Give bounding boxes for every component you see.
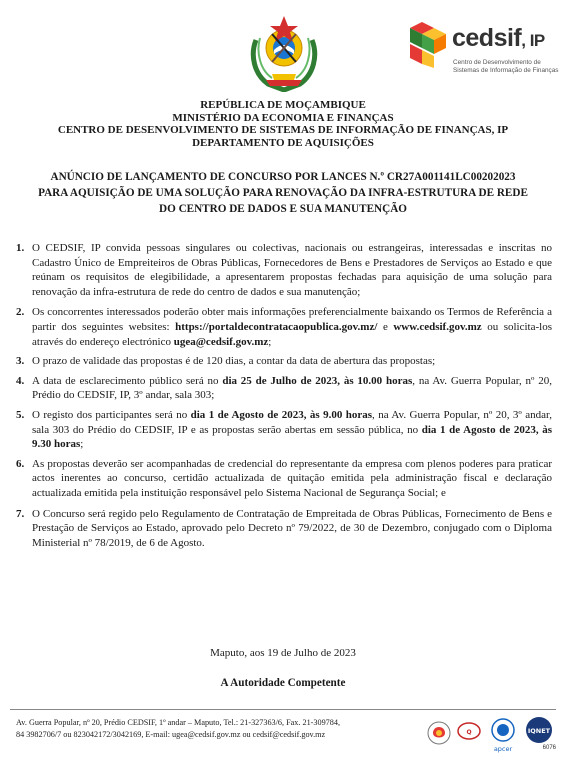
clarification-date: dia 25 de Julho de 2023, às 10.00 horas [222,374,413,387]
portal-link[interactable]: https://portaldecontratacaopublica.gov.mz/ [175,320,378,333]
item-number: 5. [16,408,25,421]
announcement-title [14,169,552,217]
item-text: O CEDSIF, IP convida pessoas singulares ou colectivas, nacionais ou estrangeiras, interessadas e inscritas no Cadastro Único de Empreiteiros de Obras Públicas, Fornecedores de Bens e Prestadores de Serviços ao Estado e que reúnam os requisitos de elegibilidade, a apresentarem propostas fechadas para aquisição de uma solução para renovação da infra-estrutura de rede do centro de dados e sua manutenção; [32,242,552,298]
item-number: 6. [16,457,25,470]
item-text: O Concurso será regido pelo Regulamento de Contratação de Empreitada de Obras Públicas, Fornecimento de Bens e Prestação de Serviços ao Estado, aprovado pelo Decreto nº 79/2022, de 30 de Dezembro, conjugado com o Diploma Ministerial nº 78/2019, de 6 de Agosto. [32,507,552,549]
place-date: Maputo, aos 19 de Julho de 2023 [210,647,356,659]
brand-subtitle-1: Centro de Desenvolvimento de [453,59,541,66]
footer-contacts [16,717,408,740]
title-line-2: PARA AQUISIÇÃO DE UMA SOLUÇÃO PARA RENOVAÇÃO DA INFRA-ESTRUTURA DE REDE [38,187,528,199]
announcement-items [16,241,552,550]
item-number: 7. [16,507,25,520]
item-text: As propostas deverão ser acompanhadas de credencial do representante da empresa com plenos poderes para praticar actos inerentes ao concurso, certidão actualizada de quitação emitida pela administração fiscal e declaração actualizada emitida pela instituição responsável pelo Sistema Nacional de Segurança Social; e [32,457,552,499]
national-emblem-logo [248,10,320,92]
list-item: 5. O registo dos participantes será no dia 1 de Agosto de 2023, às 9.00 horas, na Av. Guerra Popular, nº 20, 3º andar, sala 303 do Prédio do CEDSIF, IP e as propostas serão abertas em sessão pública, no dia 1 de Agosto de 2023, às 9.30 horas; [16,408,552,451]
cedsif-logo [410,14,560,86]
header-line-3: CENTRO DE DESENVOLVIMENTO DE SISTEMAS DE INFORMAÇÃO DE FINANÇAS, IP [57,124,509,136]
quality-mark-icon [458,723,480,739]
item-number: 3. [16,355,25,368]
title-line-1: ANÚNCIO DE LANÇAMENTO DE CONCURSO POR LANCES N.º CR27A001141LC00202023 [50,171,516,183]
authority-signature: A Autoridade Competente [220,677,346,689]
header-line-1: REPÚBLICA DE MOÇAMBIQUE [200,99,366,111]
list-item: 2. Os concorrentes interessados poderão obter mais informações preferencialmente baixando os Termos de Referência a partir dos seguintes websites: https://portaldecontratacaopublica.gov.mz/ e www.cedsif.gov.mz ou solicita-los através do endereço electrónico ugea@cedsif.gov.mz; [16,306,552,348]
item-number: 4. [16,374,25,387]
email-link[interactable]: ugea@cedsif.gov.mz [173,335,269,348]
seal-logo-icon [428,722,450,744]
cedsif-mark-icon [410,18,450,70]
iqnet-badge-icon [526,717,552,743]
list-item [16,457,552,501]
header-line-4: DEPARTAMENTO DE AQUISIÇÕES [192,136,374,149]
svg-text:apcer: apcer [493,745,513,753]
list-item [16,241,552,299]
certification-badges [425,713,560,755]
svg-text:IQNET: IQNET [527,727,551,735]
list-item: 4. A data de esclarecimento público será no dia 25 de Julho de 2023, às 10.00 horas, na Av. Guerra Popular, nº 20, Prédio do CEDSIF, IP, 3º andar, sala 303; [16,374,552,402]
list-item [16,507,552,551]
item-number: 1. [16,242,25,254]
item-number: 2. [16,306,25,319]
footer-divider [10,709,556,710]
header-line-2: MINISTÉRIO DA ECONOMIA E FINANÇAS [172,111,394,124]
list-item [16,354,552,369]
brand-subtitle-2: Sistemas de Informação de Finanças [453,67,559,74]
institution-header [0,99,566,149]
website-link[interactable]: www.cedsif.gov.mz [393,320,482,333]
item-text: O prazo de validade das propostas é de 120 dias, a contar da data de abertura das propostas; [32,355,436,368]
footer-phones-email: 84 3982706/7 ou 823042172/3042169, E-mail: ugea@cedsif.gov.mz ou cedsif@cedsif.gov.mz [16,729,326,739]
title-line-3: DO CENTRO DE DADOS E SUA MANUTENÇÃO [158,203,407,215]
registration-date: dia 1 de Agosto de 2023, às 9.00 horas [190,408,373,421]
brand-name: cedsif, IP [452,24,545,52]
document-code: 6076 [542,745,556,751]
apcer-badge-icon [492,719,514,753]
footer-address: Av. Guerra Popular, nº 20, Prédio CEDSIF, 1º andar – Maputo, Tel.: 21-327363/6, Fax. 21-309784, [16,718,341,727]
opening-date: dia 1 de Agosto de 2023, às 9.30 horas [32,423,552,451]
svg-text:Q: Q [466,729,472,736]
